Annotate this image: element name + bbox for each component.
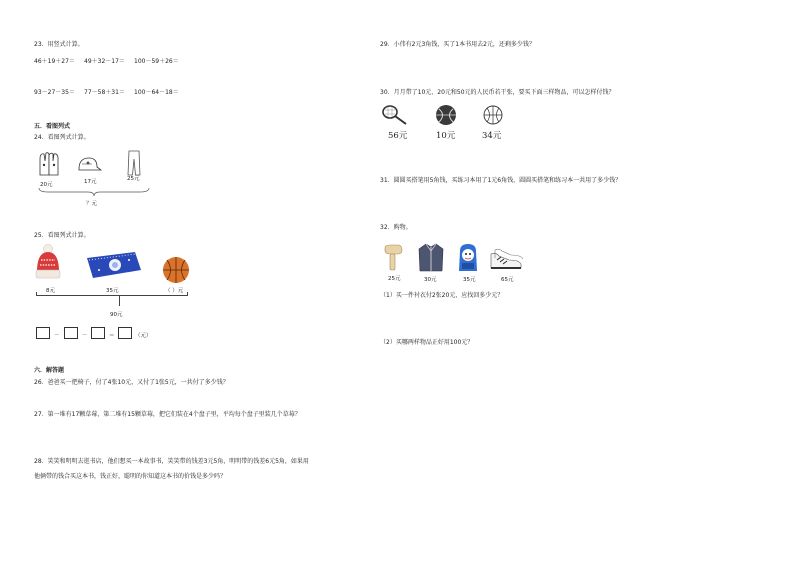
section-5-heading: 五．看图列式	[34, 123, 71, 130]
q28-text-line-1: 28．笑笑和明明去逛书店，他们想买一本故事书，笑笑带的钱差3元5角，明明带的钱差6元5角，如果用	[34, 458, 309, 465]
sneakers-icon	[489, 246, 525, 276]
q30-price-1: 56元	[388, 131, 408, 141]
q23-item-4: 93－27－35＝	[34, 89, 75, 96]
q23-item-3: 100－59＋26＝	[134, 58, 179, 65]
q25-total-line-stem	[119, 296, 120, 306]
q24-label-1: 20元	[40, 182, 53, 188]
q28-text-line-2: 他俩带的钱合买这本书，钱正好，聪明的你知道这本书的价钱是多少吗？	[34, 473, 227, 480]
q25-op-2: －	[82, 333, 88, 339]
q24-label-3: 25元	[127, 176, 140, 182]
q26-text: 26．爸爸买一把椅子，付了4张10元，又付了1张5元，一共付了多少钱？	[34, 379, 229, 386]
q25-title: 25．看图列式计算。	[34, 232, 90, 239]
q24-label-2: 17元	[84, 179, 97, 185]
q30-price-2: 10元	[436, 131, 456, 141]
q25-op-3: ＝	[109, 333, 115, 339]
hat-icon	[33, 244, 63, 284]
q25-label-1: 8元	[46, 288, 55, 294]
q25-label-2: 35元	[106, 288, 119, 294]
q24-total-brace	[38, 187, 150, 197]
q25-total-line-end-right	[187, 292, 188, 296]
q23-item-1: 46＋19＋27＝	[34, 58, 75, 65]
q32-sub-question-2: （2）买哪两样物品正好用100元？	[380, 339, 474, 346]
q27-text: 27．第一堆有17颗草莓，第二堆有15颗草莓，把它们装在4个盘子里，平均每个盘子里装几个草莓？	[34, 411, 301, 418]
q23-title: 23．用竖式计算。	[34, 41, 84, 48]
q32-price-4: 65元	[501, 277, 514, 283]
q25-answer-box-2[interactable]	[64, 327, 78, 339]
jacket-icon	[418, 243, 444, 277]
hair-dryer-icon	[382, 244, 404, 276]
q32-price-3: 35元	[463, 277, 476, 283]
gloves-icon	[38, 151, 60, 181]
q30-title: 30．月月带了10元、20元和50元的人民币若干张，要买下面三样物品，可以怎样付钱？	[380, 89, 615, 96]
q23-item-2: 49＋32－17＝	[84, 58, 125, 65]
q25-label-3: （ ）元	[165, 288, 184, 294]
q32-sub-question-1: （1）买一件衬衣付2张20元，应找回多少元？	[380, 292, 504, 299]
q25-answer-box-1[interactable]	[36, 327, 50, 339]
q30-price-3: 34元	[482, 131, 502, 141]
racket-icon	[382, 104, 408, 130]
q25-total: 90元	[110, 312, 123, 318]
q32-price-1: 25元	[388, 276, 401, 282]
q25-total-line	[36, 295, 188, 296]
q31-text: 31．圆圆买搭笔用5角钱，买练习本用了1元6角钱，圆圆买搭笔和练习本一共用了多少钱？	[380, 177, 622, 184]
q32-price-2: 30元	[424, 277, 437, 283]
q24-title: 24．看图列式计算。	[34, 134, 90, 141]
section-6-heading: 六．解答题	[34, 367, 65, 374]
q25-op-1: －	[54, 333, 60, 339]
volleyball-icon	[435, 104, 457, 130]
q25-answer-box-4[interactable]	[118, 327, 132, 339]
backpack-icon	[456, 243, 480, 277]
q24-total: ？元	[86, 201, 98, 207]
q25-answer-box-3[interactable]	[91, 327, 105, 339]
basketball-icon	[483, 105, 503, 129]
basketball-icon	[162, 256, 190, 288]
q29-text: 29．小伟有2元3角钱，买了1本书用去2元，还剩多少钱？	[380, 41, 535, 48]
pencil-case-icon	[85, 250, 143, 284]
q25-total-line-end-left	[36, 292, 37, 296]
q23-item-5: 77－58＋31＝	[84, 89, 125, 96]
cap-icon	[76, 156, 102, 178]
q23-item-6: 100－64－18＝	[134, 89, 179, 96]
q32-title: 32．购物。	[380, 224, 412, 231]
q25-unit: （元）	[135, 333, 152, 339]
